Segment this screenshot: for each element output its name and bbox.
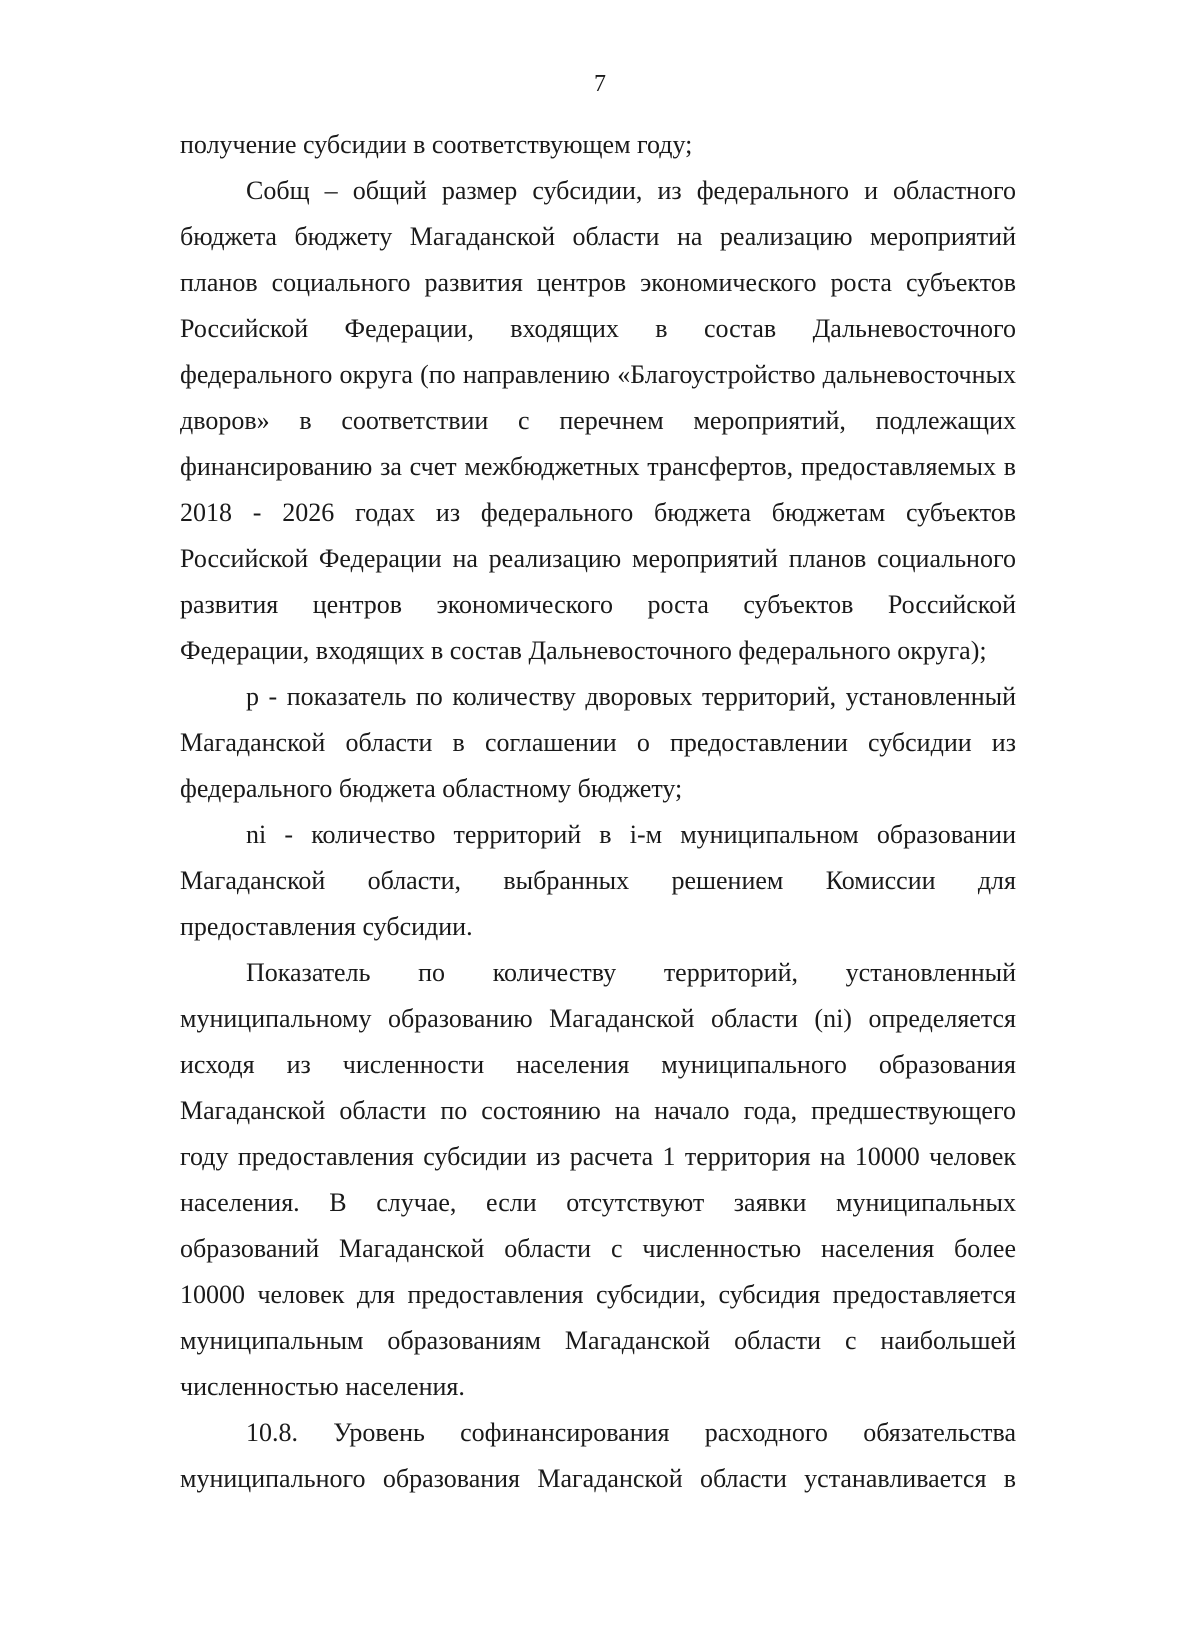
paragraph bbox=[180, 122, 1016, 168]
text-line: Показатель по количеству территорий, установленный bbox=[246, 958, 1016, 987]
text-line: 10.8. Уровень софинансирования расходного обязательства bbox=[246, 1418, 1016, 1447]
text-line: муниципальному образованию Магаданской области (ni) определяется bbox=[180, 1004, 1016, 1033]
text-line: Магаданской области по состоянию на начало года, предшествующего bbox=[180, 1096, 1016, 1125]
paragraph bbox=[180, 674, 1016, 812]
text-line: p - показатель по количеству дворовых территорий, установленный bbox=[246, 682, 1016, 711]
text-line: бюджета бюджету Магаданской области на реализацию мероприятий bbox=[180, 222, 1016, 251]
text-line: Магаданской области в соглашении о предоставлении субсидии из bbox=[180, 728, 1016, 757]
text-line: получение субсидии в соответствующем году; bbox=[180, 130, 693, 159]
document-body bbox=[180, 122, 1016, 1502]
text-line: финансированию за счет межбюджетных трансфертов, предоставляемых в bbox=[180, 452, 1016, 481]
text-line: Российской Федерации на реализацию мероприятий планов социального bbox=[180, 544, 1016, 573]
text-line: федерального округа (по направлению «Благоустройство дальневосточных bbox=[180, 360, 1016, 389]
text-line: муниципальным образованиям Магаданской области с наибольшей bbox=[180, 1326, 1016, 1355]
text-line: Российской Федерации, входящих в состав Дальневосточного bbox=[180, 314, 1016, 343]
text-line: ni - количество территорий в i-м муниципальном образовании bbox=[246, 820, 1016, 849]
text-line: образований Магаданской области с численностью населения более bbox=[180, 1234, 1016, 1263]
page-number: 7 bbox=[594, 71, 606, 97]
text-line: Федерации, входящих в состав Дальневосточного федерального округа); bbox=[180, 636, 987, 665]
paragraph bbox=[180, 812, 1016, 950]
text-line: федерального бюджета областному бюджету; bbox=[180, 774, 683, 803]
text-line: Магаданской области, выбранных решением Комиссии для bbox=[180, 866, 1016, 895]
text-line: 10000 человек для предоставления субсидии, субсидия предоставляется bbox=[180, 1280, 1016, 1309]
text-line: предоставления субсидии. bbox=[180, 912, 473, 941]
text-line: планов социального развития центров экономического роста субъектов bbox=[180, 268, 1016, 297]
text-line: развития центров экономического роста субъектов Российской bbox=[180, 590, 1016, 619]
text-line: году предоставления субсидии из расчета 1 территория на 10000 человек bbox=[180, 1142, 1016, 1171]
paragraph bbox=[180, 168, 1016, 674]
text-line: исходя из численности населения муниципального образования bbox=[180, 1050, 1016, 1079]
text-line: численностью населения. bbox=[180, 1372, 465, 1401]
text-line: 2018 - 2026 годах из федерального бюджета бюджетам субъектов bbox=[180, 498, 1016, 527]
paragraph bbox=[180, 950, 1016, 1410]
text-line: дворов» в соответствии с перечнем мероприятий, подлежащих bbox=[180, 406, 1016, 435]
paragraph bbox=[180, 1410, 1016, 1502]
text-line: муниципального образования Магаданской области устанавливается в bbox=[180, 1464, 1016, 1493]
text-line: Собщ – общий размер субсидии, из федерального и областного bbox=[246, 176, 1016, 205]
text-line: населения. В случае, если отсутствуют заявки муниципальных bbox=[180, 1188, 1016, 1217]
